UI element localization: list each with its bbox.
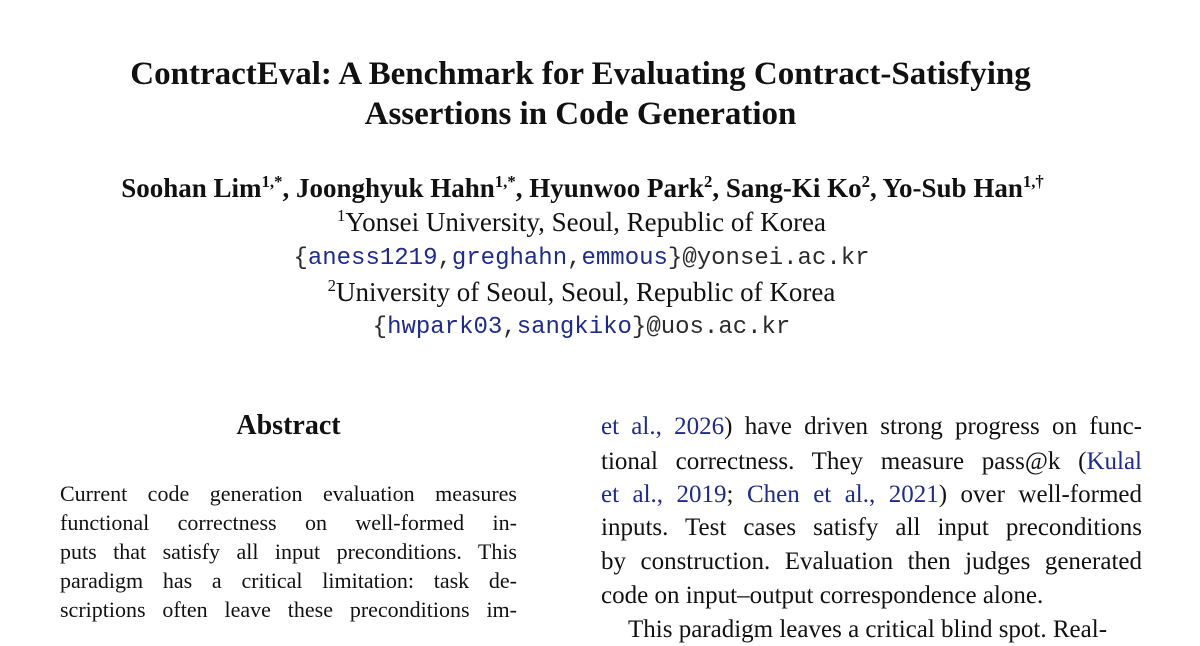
email-link[interactable]: sangkiko [516,314,632,341]
citation-link[interactable]: et al., 2019 [601,481,727,508]
abstract-line: Current code generation evaluation measures [60,481,517,506]
author: Hyunwoo Park$^2$, [529,172,726,203]
title-line-2: Assertions in Code Generation [364,96,797,132]
email-link[interactable]: aness1219 [307,245,438,272]
email-link[interactable]: greghahn [451,245,568,272]
citation-link[interactable]: et al., 2026 [601,413,725,440]
paper-title [0,54,1161,134]
body-line: tional correctness. They measure pass@k (Kulal [601,448,1142,475]
body-line: by construction. Evaluation then judges generated [601,548,1142,575]
title-line-1: ContractEval: A Benchmark for Evaluating Contract-Satisfying [130,56,1031,92]
affiliation-1-emails: {aness1219,greghahn,emmous}@yonsei.ac.kr [293,245,870,272]
body-line: et al., 2026) have driven strong progress on func- [601,413,1142,440]
author: Yo-Sub Han$^{1,\dagger}$ [882,172,1044,203]
abstract-line: scriptions often leave these preconditions im- [60,597,517,622]
author-list [0,170,1165,206]
affiliation-1: $^1$Yonsei University, Seoul, Republic of Korea [336,206,827,237]
author: Joonghyuk Hahn$^{1,*}$, [295,172,530,203]
citation-link[interactable]: Kulal [1086,448,1142,475]
body-line: This paradigm leaves a critical blind spot. Real- [628,616,1108,643]
abstract-line: puts that satisfy all input preconditions. This [60,539,517,564]
citation-link[interactable]: Chen et al., 2021 [746,481,939,508]
affiliation-2: $^2$University of Seoul, Seoul, Republic of Korea [327,276,836,307]
body-line: code on input–output correspondence alone. [601,582,1044,609]
abstract-line: functional correctness on well-formed in- [60,510,517,535]
abstract-line: paradigm has a critical limitation: task de- [60,568,517,593]
body-line: et al., 2019; Chen et al., 2021) over well-formed [601,481,1142,508]
abstract-heading: Abstract [236,410,341,441]
author: Sang-Ki Ko$^2$, [725,172,883,203]
affiliation-2-emails: {hwpark03,sangkiko}@uos.ac.kr [372,314,791,341]
email-link[interactable]: emmous [581,245,668,272]
email-link[interactable]: hwpark03 [387,314,503,341]
body-line: inputs. Test cases satisfy all input preconditions [601,514,1142,541]
author: Soohan Lim$^{1,*}$, [121,172,296,203]
